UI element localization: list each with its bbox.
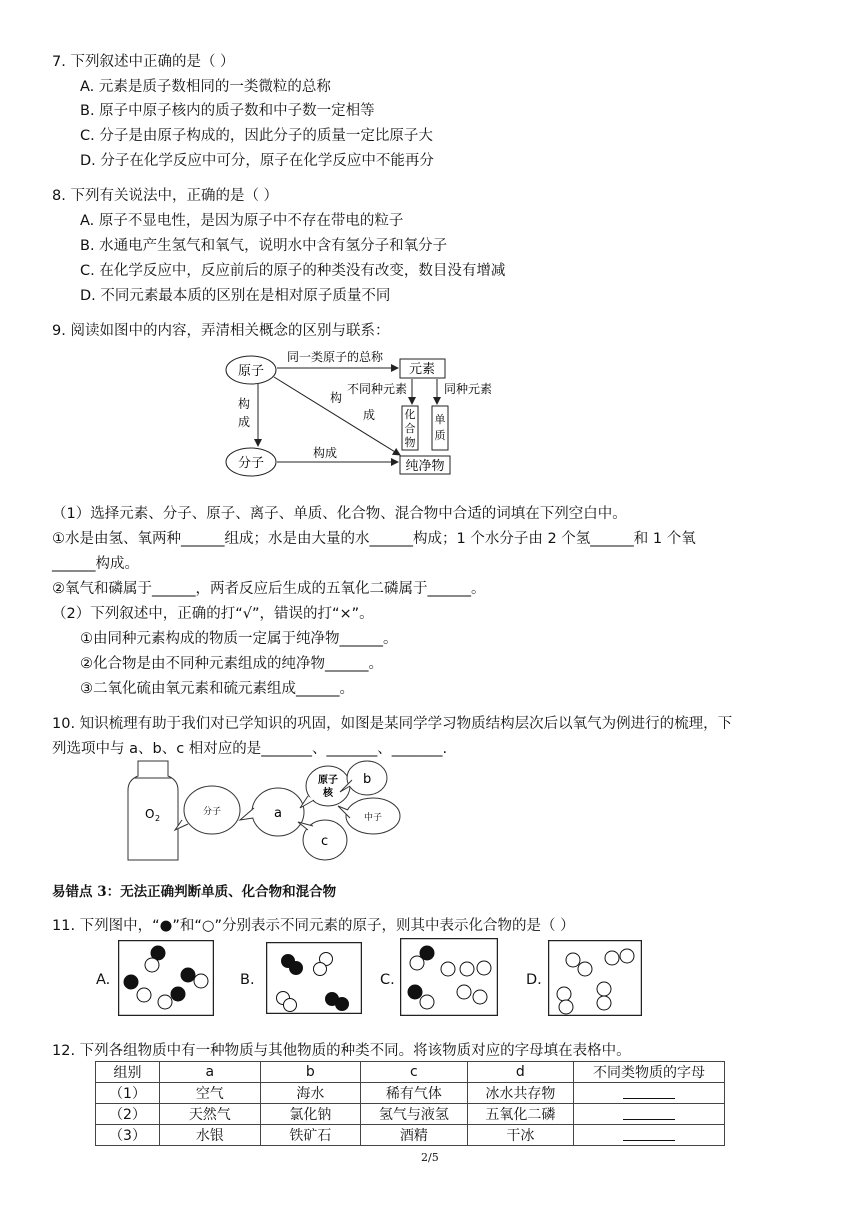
q10-stem-2: 列选项中与 a、b、c 相对应的是_______、_______、_______. — [52, 741, 448, 757]
q8-option-a: A. 原子不显电性，是因为原子中不存在带电的粒子 — [80, 213, 404, 229]
table-row — [96, 1125, 725, 1146]
edge-atom-pure-1: 构 — [330, 391, 343, 405]
q11-label-b: B. — [240, 972, 255, 988]
header-cell: b — [260, 1062, 361, 1083]
table-row — [96, 1083, 725, 1104]
table-cell: 天然气 — [160, 1104, 261, 1125]
nucleus-text-1: 原子 — [318, 775, 338, 786]
q7-option-c: C. 分子是由原子构成的，因此分子的质量一定比原子大 — [80, 128, 433, 144]
molecule-text: 分子 — [202, 807, 222, 817]
answer-cell[interactable] — [574, 1125, 725, 1146]
header-cell: d — [467, 1062, 574, 1083]
answer-blank[interactable] — [623, 1105, 675, 1120]
table-cell: 氢气与液氢 — [361, 1104, 468, 1125]
table-row — [96, 1104, 725, 1125]
q9-item-3: ③二氧化硫由氧元素和硫元素组成______。 — [80, 681, 354, 697]
table-cell: 酒精 — [361, 1125, 468, 1146]
edge-atom-molecule-2: 成 — [237, 415, 251, 429]
header-cell: a — [160, 1062, 261, 1083]
q12-stem: 12. 下列各组物质中有一种物质与其他物质的种类不同。将该物质对应的字母填在表格中。 — [52, 1043, 631, 1059]
q9-item-2: ②化合物是由不同种元素组成的纯净物______。 — [80, 656, 383, 672]
q9-line2: ②氧气和磷属于______，两者反应后生成的五氧化二磷属于______。 — [52, 581, 486, 597]
table-cell: 水银 — [160, 1125, 261, 1146]
q11-label-a: A. — [96, 972, 111, 988]
table-cell: 干冰 — [467, 1125, 574, 1146]
q7-option-a: A. 元素是质子数相同的一类微粒的总称 — [80, 79, 331, 95]
table-cell: （2） — [96, 1104, 160, 1125]
answer-blank[interactable] — [623, 1084, 675, 1099]
q7-option-b: B. 原子中原子核内的质子数和中子数一定相等 — [80, 103, 375, 119]
q8-option-d: D. 不同元素最本质的区别在是相对原子质量不同 — [80, 288, 391, 304]
molecule-label: 分子 — [237, 456, 265, 471]
table-cell: 空气 — [160, 1083, 261, 1104]
q9-line1: ①水是由氢、氧两种______组成；水是由大量的水______构成；1 个水分子由 2 个氢______和 1 个氧 — [52, 531, 696, 547]
q8-stem: 8. 下列有关说法中，正确的是（ ） — [52, 188, 279, 204]
b-label: b — [363, 772, 372, 787]
edge-atom-molecule-1: 构 — [237, 397, 251, 411]
table-cell: 海水 — [260, 1083, 361, 1104]
edge-atom-element: 同一类原子的总称 — [286, 350, 384, 364]
q11-stem: 11. 下列图中，“●”和“○”分别表示不同元素的原子，则其中表示化合物的是（ ） — [52, 918, 575, 934]
q11-box-a — [118, 940, 214, 1016]
q9-part1: （1）选择元素、分子、原子、离子、单质、化合物、混合物中合适的词填在下列空白中。 — [52, 506, 627, 522]
q9-part2: （2）下列叙述中，正确的打“√”，错误的打“×”。 — [52, 606, 374, 622]
table-cell: （1） — [96, 1083, 160, 1104]
table-cell: 氯化钠 — [260, 1104, 361, 1125]
answer-blank[interactable] — [623, 1126, 675, 1141]
header-cell: 组别 — [96, 1062, 160, 1083]
q8-option-c: C. 在化学反应中，反应前后的原子的种类没有改变，数目没有增减 — [80, 263, 506, 279]
element-label: 元素 — [408, 362, 436, 377]
table-cell: 五氧化二磷 — [467, 1104, 574, 1125]
q9-line1b: ______构成。 — [52, 556, 139, 572]
q11-box-d — [548, 940, 642, 1016]
header-cell: c — [361, 1062, 468, 1083]
pure-label: 纯净物 — [405, 459, 445, 474]
q12-table — [95, 1061, 725, 1146]
simple-char-2: 质 — [434, 429, 446, 442]
compound-char-2: 合 — [404, 422, 416, 435]
edge-molecule-pure: 构成 — [312, 446, 338, 460]
q11-box-c — [400, 938, 498, 1016]
page-number: 2/5 — [421, 1151, 439, 1164]
table-cell: 铁矿石 — [260, 1125, 361, 1146]
table-header-row — [96, 1062, 725, 1083]
c-label: c — [321, 834, 329, 849]
table-cell: （3） — [96, 1125, 160, 1146]
oxygen-structure-figure — [120, 758, 430, 863]
nucleus-text-2: 核 — [323, 788, 333, 799]
q9-stem: 9. 阅读如图中的内容，弄清相关概念的区别与联系： — [52, 323, 390, 339]
answer-cell[interactable] — [574, 1083, 725, 1104]
q7-stem: 7. 下列叙述中正确的是（ ） — [52, 54, 235, 70]
bottle-label: O — [145, 807, 155, 821]
header-cell: 不同类物质的字母 — [574, 1062, 725, 1083]
table-cell: 稀有气体 — [361, 1083, 468, 1104]
compound-char-3: 物 — [404, 436, 416, 449]
simple-char-1: 单 — [434, 413, 446, 426]
compound-char-1: 化 — [404, 408, 416, 421]
table-cell: 冰水共存物 — [467, 1083, 574, 1104]
answer-cell[interactable] — [574, 1104, 725, 1125]
neutron-text: 中子 — [363, 813, 383, 823]
q11-label-d: D. — [526, 972, 542, 988]
bottle-label-sub: 2 — [155, 814, 161, 823]
edge-diff-element: 不同种元素 — [346, 382, 408, 396]
edge-same-element: 同种元素 — [443, 382, 493, 396]
q11-label-c: C. — [380, 972, 395, 988]
q8-option-b: B. 水通电产生氢气和氧气，说明水中含有氢分子和氧分子 — [80, 238, 448, 254]
q10-stem-1: 10. 知识梳理有助于我们对已学知识的巩固，如图是某同学学习物质结构层次后以氧气为例进行的梳理，下 — [52, 716, 733, 732]
atom-label: 原子 — [237, 364, 265, 379]
edge-atom-pure-2: 成 — [363, 408, 376, 422]
q9-item-1: ①由同种元素构成的物质一定属于纯净物______。 — [80, 631, 398, 647]
q11-box-b — [266, 942, 362, 1014]
concept-diagram — [220, 345, 520, 480]
q7-option-d: D. 分子在化学反应中可分，原子在化学反应中不能再分 — [80, 153, 434, 169]
a-label: a — [274, 806, 282, 821]
section-3-heading: 易错点 3：无法正确判断单质、化合物和混合物 — [52, 884, 337, 900]
